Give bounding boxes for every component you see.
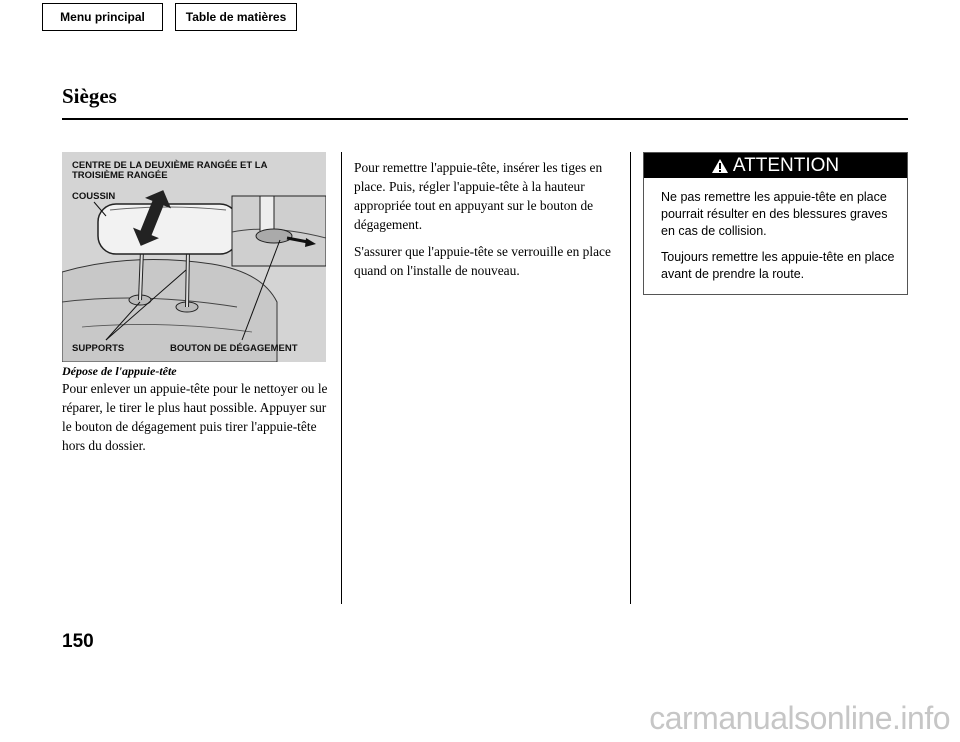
page-number: 150 <box>62 631 94 652</box>
figure-title: CENTRE DE LA DEUXIÈME RANGÉE ET LA TROISIÈME RANGÉE <box>72 160 268 181</box>
attention-title: ATTENTION <box>732 154 840 176</box>
cushion-label: COUSSIN <box>72 191 116 202</box>
headrest-figure <box>62 152 326 362</box>
attention-body <box>644 178 907 283</box>
column-divider-1 <box>341 152 342 604</box>
watermark: carmanualsonline.info <box>649 700 950 736</box>
attention-text-1: Ne pas remettre les appuie-tête en place pourrait résulter en des blessures graves en cas de collision. <box>661 190 888 238</box>
menu-principal-button[interactable]: Menu principal <box>42 3 163 31</box>
supports-label: SUPPORTS <box>72 343 125 354</box>
figure-caption: Dépose de l'appuie-tête <box>62 364 177 378</box>
reinstall-paragraph: Pour remettre l'appuie-tête, insérer les tiges en place. Puis, régler l'appuie-tête à la hauteur appropriée tout en appuyant sur le bouton de dégagement. <box>354 160 603 232</box>
column-1-text <box>62 379 337 463</box>
attention-box <box>643 152 908 295</box>
lock-check-paragraph: S'assurer que l'appuie-tête se verrouille en place quand on l'installe de nouveau. <box>354 244 611 278</box>
removal-paragraph: Pour enlever un appuie-tête pour le nettoyer ou le réparer, le tirer le plus haut possible. Appuyer sur le bouton de dégagement puis tirer l'appuie-tête hors du dossier. <box>62 381 328 453</box>
column-divider-2 <box>630 152 631 604</box>
attention-text-2: Toujours remettre les appuie-tête en place avant de prendre la route. <box>661 250 895 281</box>
warning-triangle-icon <box>712 159 728 173</box>
column-2-text <box>354 158 624 288</box>
table-of-contents-button[interactable]: Table de matières <box>175 3 297 31</box>
release-button-label: BOUTON DE DÉGAGEMENT <box>170 343 298 354</box>
page-title: Sièges <box>62 84 117 108</box>
attention-header <box>644 153 907 178</box>
headrest-illustration <box>62 152 326 362</box>
title-divider <box>62 118 908 120</box>
